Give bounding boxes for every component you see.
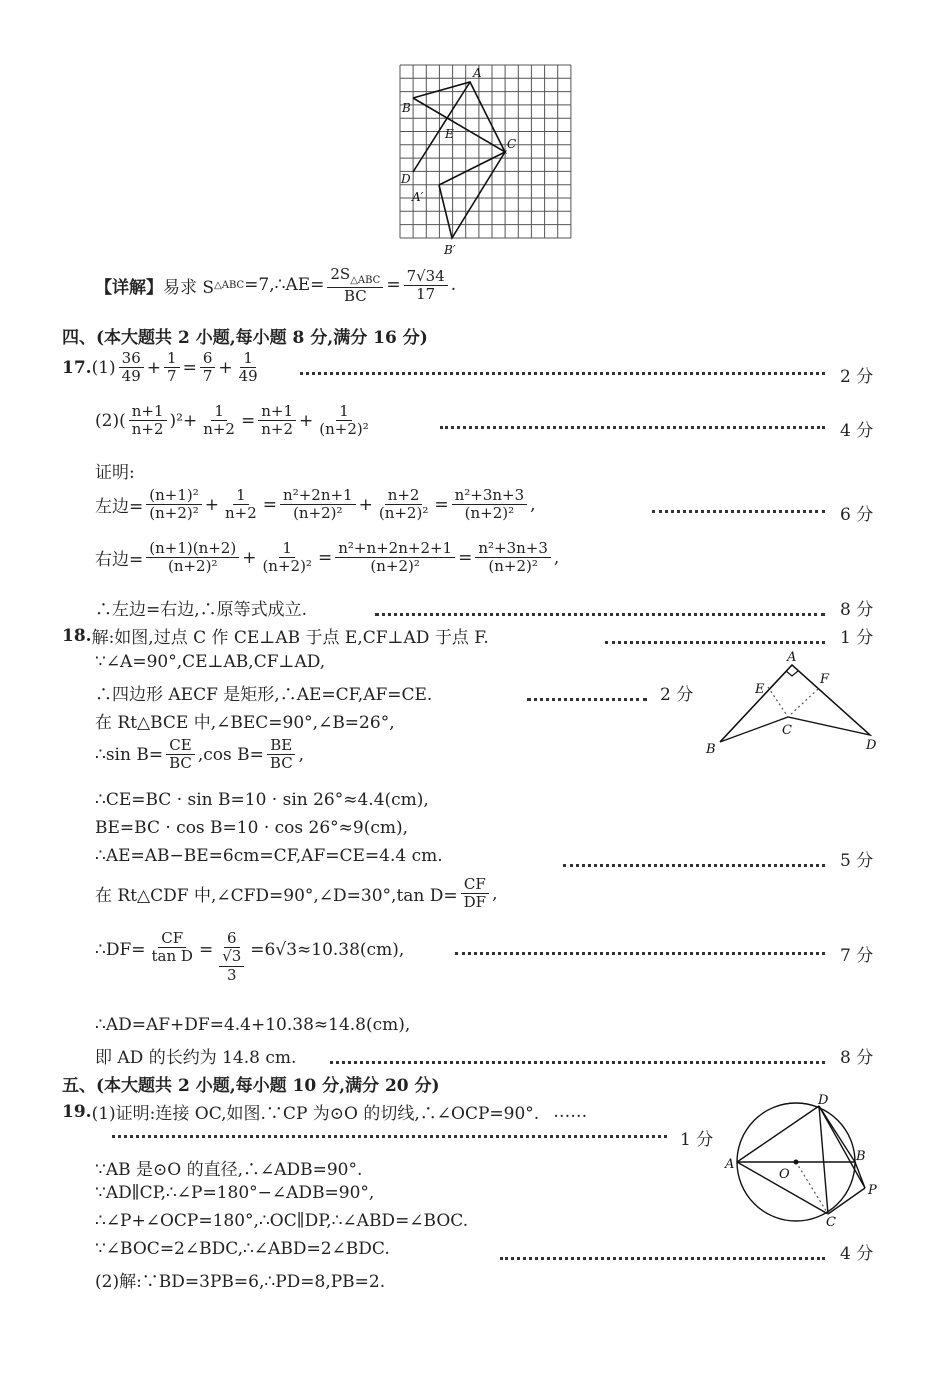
section-4-heading: 四、(本大题共 2 小题,每小题 8 分,满分 16 分) [62,328,428,348]
q18-line2: ∵∠A=90°,CE⊥AB,CF⊥AD, [95,652,326,672]
q18-line3-score: 2 分 [660,685,694,705]
q17-part1-score: 2 分 [840,367,874,387]
q18-line6: ∴CE=BC · sin B=10 · sin 26°≈4.4(cm), [95,790,429,810]
q18-line9: 在 Rt△CDF 中,∠CFD=90°,∠D=30°,tan D= $\frac{CF}{DF}$ , [95,875,498,912]
q18-line1-score: 1 分 [840,628,874,648]
q18-line10-leader [455,952,825,955]
q19-line4: ∴∠P+∠OCP=180°,∴OC∥DP,∴∠ABD=∠BOC. [95,1211,469,1231]
q19-label-o: O [779,1167,790,1182]
q17-left-score: 6 分 [840,505,874,525]
q18-line7: BE=BC · cos B=10 · cos 26°≈9(cm), [95,818,409,838]
q17-part1-leader [300,372,825,375]
q17-conclusion-leader [375,613,825,616]
q17-right-side: 右边= $\frac{(n+1)(n+2)}{\text{(n+2)²}}$ + $\frac{1}{\text{(n+2)²}}$ = $\frac{\text{n²+n+2n+2+1}}{\text{(n+2)²}}$ = $\frac{\text{n²+3n+3}}{\text{(n+2)²}}$ , [95,539,560,576]
q18-line8: ∴AE=AB−BE=6cm=CF,AF=CE=4.4 cm. [95,846,443,866]
grid-label-d: D [401,172,411,186]
q17-conclusion-score: 8 分 [840,600,874,620]
grid-figure [392,60,582,260]
q18-line3-leader [527,698,647,701]
q19-line5: ∵∠BOC=2∠BDC,∴∠ABD=2∠BDC. [95,1239,390,1259]
q19-line1: 19. (1)证明:连接 OC,如图.∵CP 为⊙O 的切线,∴∠OCP=90°. …… [62,1101,588,1124]
q18-line4: 在 Rt△BCE 中,∠BEC=90°,∠B=26°, [95,713,395,733]
grid-label-b: B [402,101,411,115]
q18-label-c: C [782,723,792,738]
q17-part2-leader [440,426,825,429]
q18-line8-leader [563,864,825,867]
q18-line11: ∴AD=AF+DF=4.4+10.38≈14.8(cm), [95,1015,411,1035]
q19-label-c: C [826,1215,836,1230]
q19-line3: ∵AD∥CP,∴∠P=180°−∠ADB=90°, [95,1183,375,1203]
q19-figure [722,1090,887,1230]
grid-label-a: A [473,66,482,80]
q17-part1: 17. (1) $\frac{36}{49}$ + $\frac{1}{7}$ = $\frac{6}{7}$ + $\frac{1}{49}$ [62,349,258,386]
q19-label-p: P [868,1183,877,1198]
q19-line5-score: 4 分 [840,1244,874,1264]
q18-line10-score: 7 分 [840,946,874,966]
q18-line10: ∴DF= $\frac{CF}{\text{tan D}}$ = $\frac{6}{\frac{√3}{3}}$ =6√3≈10.38(cm), [95,929,405,984]
q19-label-a: A [725,1157,735,1172]
q19-line2: ∵AB 是⊙O 的直径,∴∠ADB=90°. [95,1160,363,1180]
q18-label-a: A [787,650,797,665]
q18-label-f: F [820,672,830,687]
q19-line5-leader [500,1257,825,1260]
q19-center-dot [794,1160,799,1165]
grid-label-a-prime: A′ [412,190,424,204]
q18-label-b: B [706,742,716,757]
q17-left-side: 左边= $\frac{\text{(n+1)²}}{\text{(n+2)²}}$ + $\frac{1}{n+2}$ = $\frac{\text{n²+2n+1}}{\text{(n+2)²}}$ + $\frac{n+2}{\text{(n+2)²}}$ = $\frac{\text{n²+3n+3}}{\text{(n+2)²}}$ , [95,486,536,523]
q19-line1-leader [112,1135,667,1138]
q18-line12-score: 8 分 [840,1048,874,1068]
detail-line: 【详解】 易求 S △ABC =7,∴AE= $\frac{2S_{\triangle ABC}}{BC}$ = $\frac{7√34}{17}$ . [95,265,457,305]
q19-line6: (2)解:∵BD=3PB=6,∴PD=8,PB=2. [95,1272,386,1292]
q18-label-e: E [755,682,765,697]
grid-label-c: C [507,137,517,151]
q17-left-leader [652,510,825,513]
grid-label-b-prime: B′ [444,243,456,257]
q18-line3: ∴四边形 AECF 是矩形,∴AE=CF,AF=CE. [95,685,433,705]
q19-label-d: D [818,1093,829,1108]
detail-tag: 【详解】 [95,277,163,298]
q18-line8-score: 5 分 [840,851,874,871]
q18-line12-leader [330,1061,825,1064]
q17-part2-score: 4 分 [840,421,874,441]
grid-label-e: E [445,127,454,141]
section-5-heading: 五、(本大题共 2 小题,每小题 10 分,满分 20 分) [62,1076,440,1096]
q19-label-b: B [856,1149,866,1164]
q18-label-d: D [866,738,877,753]
q18-line5: ∴sin B= $\frac{CE}{BC}$ ,cos B= $\frac{BE}{BC}$ , [95,736,305,773]
q18-line12: 即 AD 的长约为 14.8 cm. [95,1048,297,1068]
q18-line1: 18. 解:如图,过点 C 作 CE⊥AB 于点 E,CF⊥AD 于点 F. [62,625,489,648]
q17-conclusion: ∴左边=右边,∴原等式成立. [95,600,308,620]
q18-line1-leader [605,641,825,644]
q18-figure [700,645,890,760]
q17-proof-label: 证明: [95,463,135,483]
q19-line1-score: 1 分 [680,1130,714,1150]
q17-part2: (2)( $\frac{n+1}{n+2}$ )²+ $\frac{1}{n+2}$ = $\frac{n+1}{n+2}$ + $\frac{1}{\text{(n+2)²}}$ [95,402,369,439]
